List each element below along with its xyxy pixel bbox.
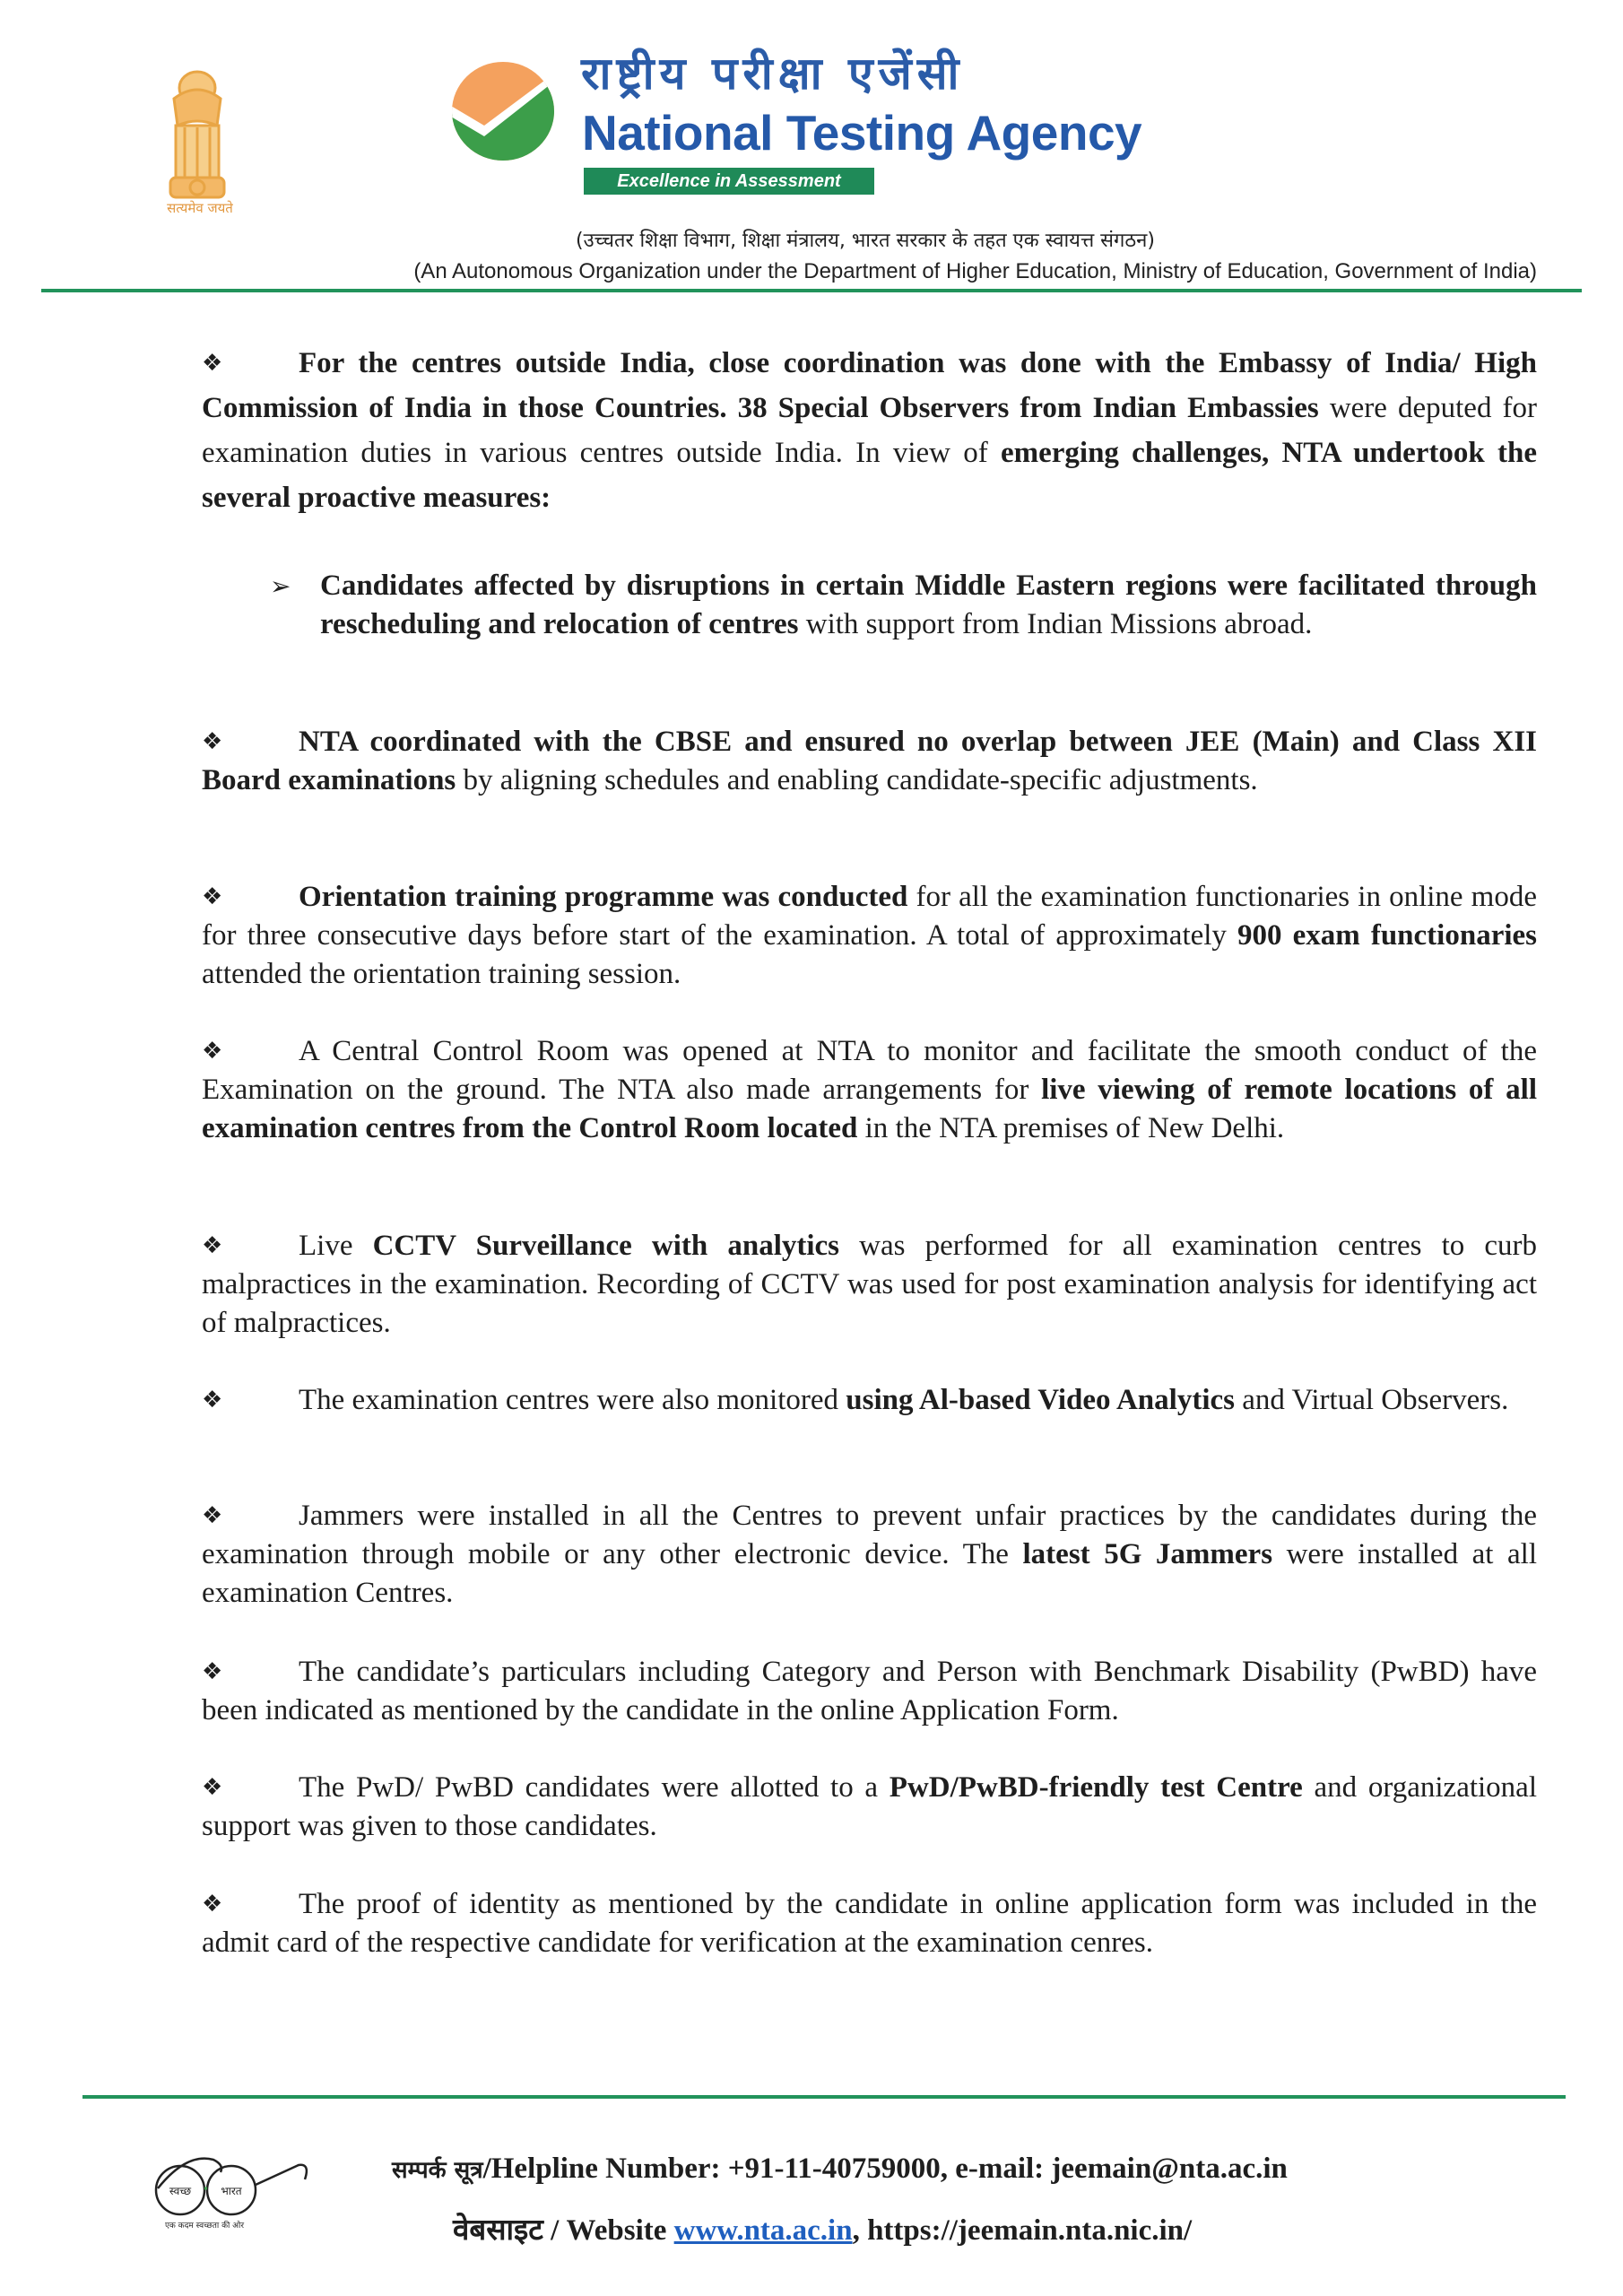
bullet-paragraph [202,1653,1537,1730]
website-link-nta[interactable]: www.nta.ac.in [673,2214,853,2247]
bold-text-segment: PwD/PwBD-friendly test Centre [889,1771,1303,1804]
bold-text-segment: For the centres outside India, close coordination was done with the Embassy of India/ High Commission of India in those Countries. 38 Special Observers from Indian Embassies [202,347,1537,424]
bullet-paragraph [202,878,1537,994]
footer-divider [82,2095,1566,2099]
swachh-tagline: एक कदम स्वच्छता की ओर [164,2222,245,2231]
website-hindi-label: वेबसाइट [453,2212,543,2247]
nta-logo-icon [451,61,555,161]
diamond-bullet-icon: ❖ [202,1038,223,1065]
text-segment: with support from Indian Missions abroad. [798,608,1313,640]
text-segment: were installed at all examination Centres. [202,1538,1537,1609]
swachh-left-label: स्वच्छ [169,2185,192,2197]
text-segment: The examination centres were also monitored [299,1384,846,1416]
diamond-bullet-icon: ❖ [202,350,223,377]
text-segment: Jammers were installed in all the Centres to prevent unfair practices by the candidates during the examination through mobile or any other electronic device. The [202,1500,1537,1570]
sub-bullet-item [270,567,1537,644]
text-segment: in the NTA premises of New Delhi. [857,1112,1285,1144]
bold-text-segment: Orientation training programme was conducted [299,881,908,913]
diamond-bullet-icon: ❖ [202,1387,223,1413]
helpline-text: /Helpline Number: +91-11-40759000, e-mail: jeemain@nta.ac.in [482,2152,1288,2185]
emblem-motto: सत्यमेव जयते [167,200,233,216]
text-segment: and Virtual Observers. [1234,1384,1509,1416]
swachh-bharat-logo-icon [151,2152,317,2233]
text-segment: Live [299,1230,373,1262]
text-segment: was performed for all examination centres to curb malpractices in the examination. Recording of CCTV was used for post examination analysis for identifying act of malpractices. [202,1230,1537,1339]
bold-text-segment: Candidates affected by disruptions in certain Middle Eastern regions were facilitated through rescheduling and relocation of centres [320,570,1537,640]
bullet-paragraph [202,1227,1537,1343]
text-segment: A Central Control Room was opened at NTA to monitor and facilitate the smooth conduct of the Examination on the ground. The NTA also made arrangements for [202,1035,1537,1106]
bold-text-segment: emerging challenges, NTA undertook the several proactive measures: [202,437,1537,514]
bullet-paragraph [202,1885,1537,1962]
bold-text-segment: CCTV Surveillance with analytics [372,1230,840,1262]
bullet-paragraph [202,341,1537,520]
bullet-paragraph [202,1769,1537,1846]
text-segment: and organizational support was given to those candidates. [202,1771,1537,1842]
text-segment: were deputed for examination duties in various centres outside India. In view of [202,392,1537,469]
subtitle-hindi: (उच्चतर शिक्षा विभाग, शिक्षा मंत्रालय, भारत सरकार के तहत एक स्वायत्त संगठन) [576,230,1155,252]
text-segment: The PwD/ PwBD candidates were allotted to a [299,1771,890,1804]
text-segment: attended the orientation training session. [202,958,681,990]
bullet-paragraph [202,1381,1537,1420]
arrow-bullet-icon: ➢ [270,571,291,601]
bullet-paragraph [202,1032,1537,1148]
diamond-bullet-icon: ❖ [202,883,223,910]
bold-text-segment: using Al-based Video Analytics [846,1384,1235,1416]
text-segment: for all the examination functionaries in online mode for three consecutive days before start of the examination. A total of approximately [202,881,1537,952]
text-segment: The proof of identity as mentioned by the candidate in online application form was included in the admit card of the respective candidate for verification at the examination cenres. [202,1888,1537,1959]
bullet-paragraph [202,723,1537,800]
diamond-bullet-icon: ❖ [202,1774,223,1801]
text-segment: The candidate’s particulars including Category and Person with Benchmark Disability (PwBD) have been indicated as mentioned by the candidate in the online Application Form. [202,1656,1537,1726]
bold-text-segment: 900 exam functionaries [1237,919,1538,952]
website-line [453,2208,1192,2248]
agency-tagline: Excellence in Assessment [584,168,874,195]
helpline-hindi-label: सम्पर्क सूत्र [392,2157,483,2184]
helpline-line [392,2152,1288,2186]
website-label: / Website [542,2214,674,2247]
diamond-bullet-icon: ❖ [202,1502,223,1529]
diamond-bullet-icon: ❖ [202,728,223,755]
website-link-jeemain[interactable]: https://jeemain.nta.nic.in/ [867,2214,1193,2247]
diamond-bullet-icon: ❖ [202,1658,223,1685]
bold-text-segment: latest 5G Jammers [1022,1538,1273,1570]
bold-text-segment: live viewing of remote locations of all examination centres from the Control Room located [202,1074,1537,1144]
swachh-right-label: भारत [221,2185,242,2197]
header-divider [41,289,1582,292]
text-segment: by aligning schedules and enabling candidate-specific adjustments. [456,764,1258,796]
agency-title-english: National Testing Agency [582,105,1142,161]
bullet-paragraph [202,1497,1537,1613]
website-separator: , [852,2214,868,2247]
bold-text-segment: NTA coordinated with the CBSE and ensured no overlap between JEE (Main) and Class XII Board examinations [202,726,1537,796]
agency-title-hindi: राष्ट्रीय परीक्षा एजेंसी [581,48,965,100]
diamond-bullet-icon: ❖ [202,1891,223,1918]
subtitle-english: (An Autonomous Organization under the Department of Higher Education, Ministry of Education, Government of India) [413,259,1537,283]
diamond-bullet-icon: ❖ [202,1232,223,1259]
